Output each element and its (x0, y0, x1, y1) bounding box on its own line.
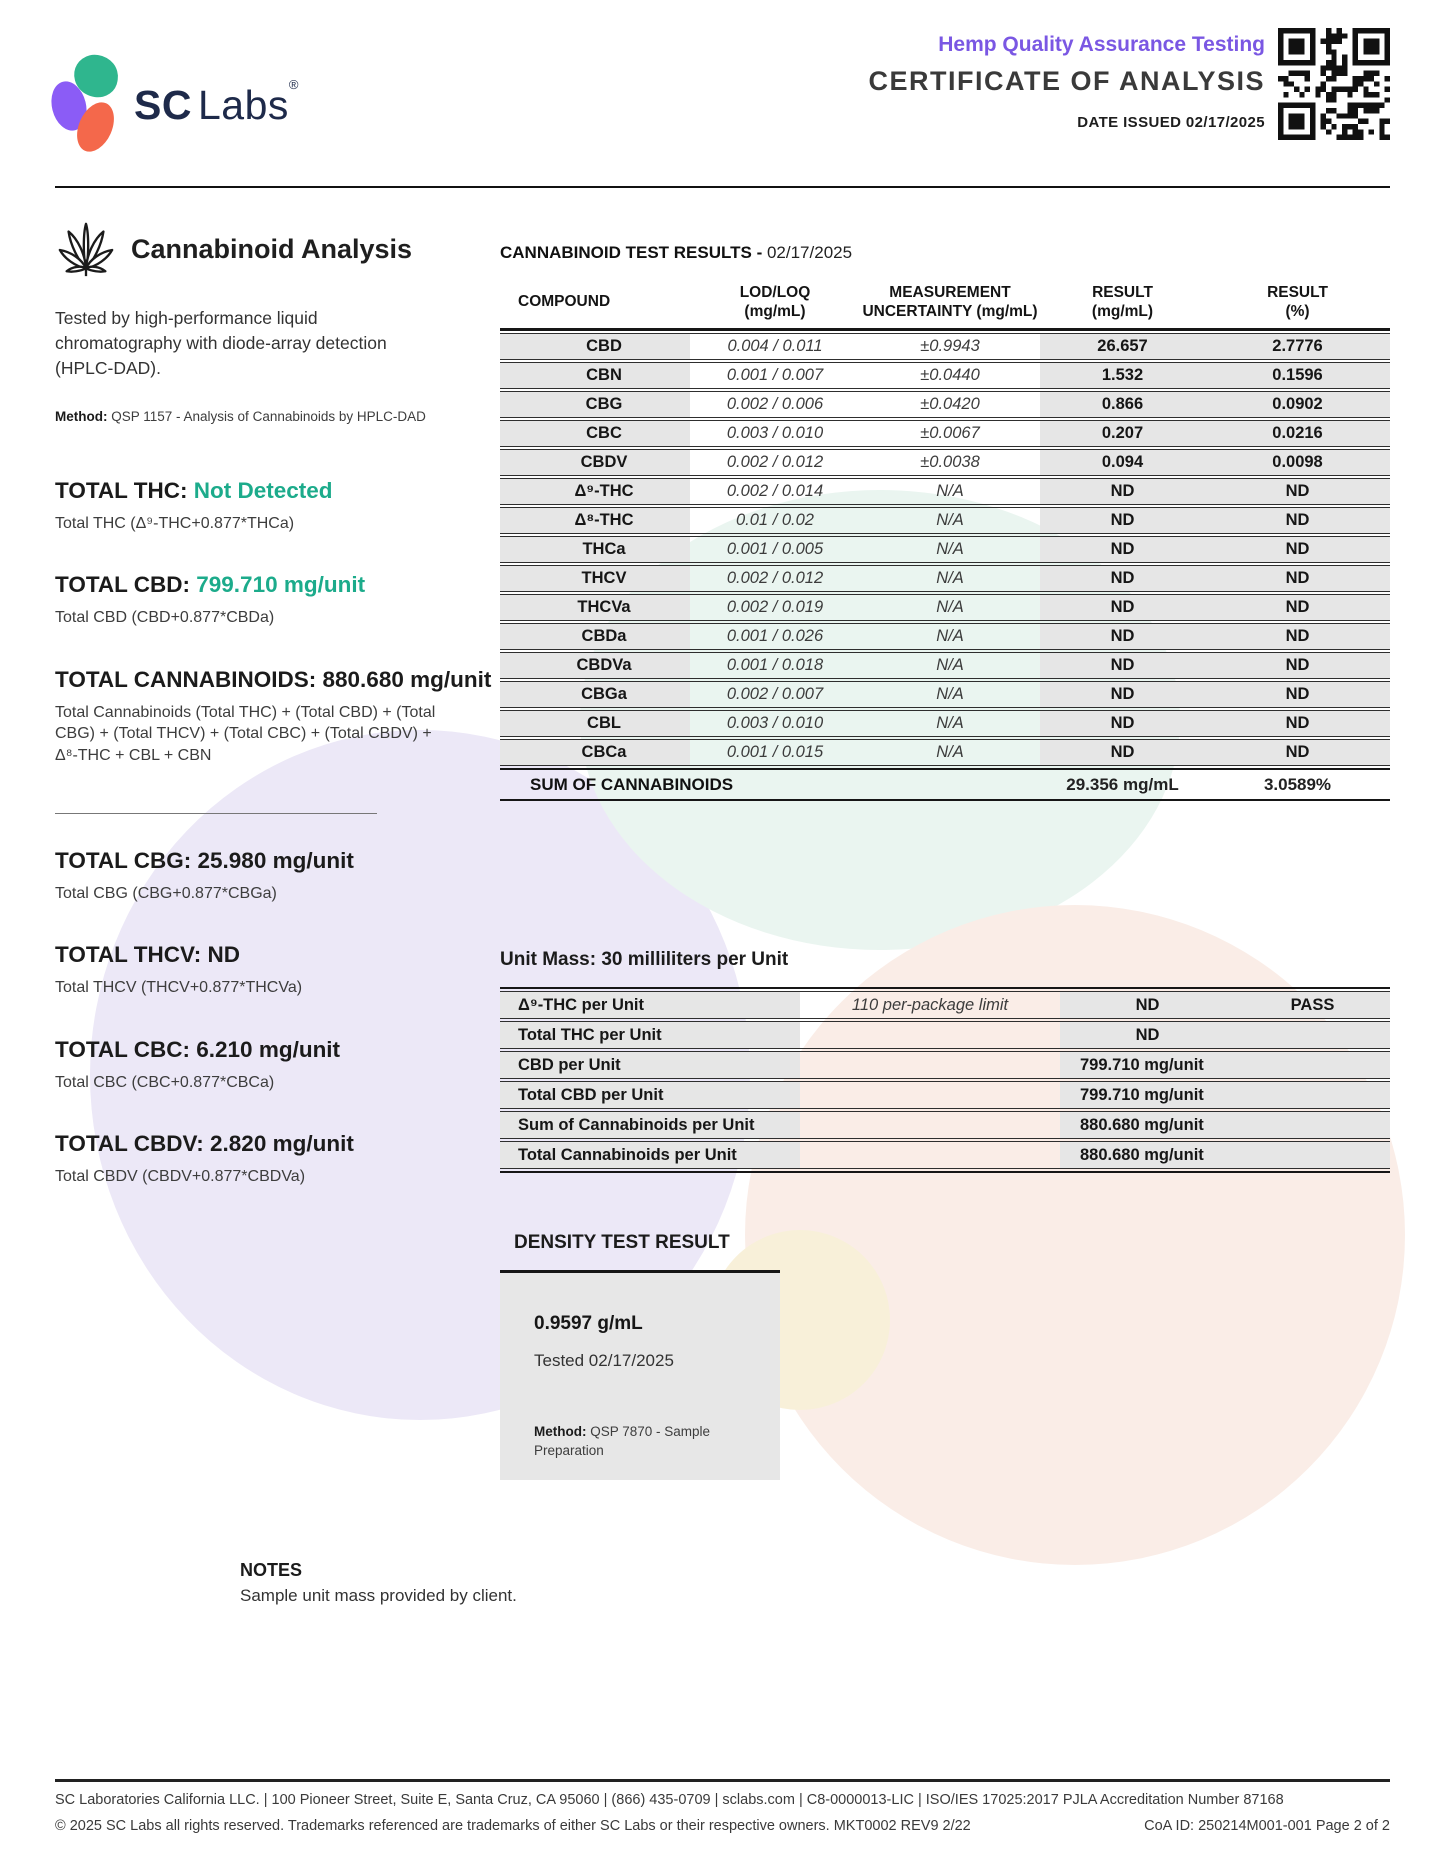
result-mg-cell: ND (1040, 739, 1205, 766)
unit-row-label: Total CBD per Unit (500, 1081, 800, 1109)
unit-row-label: Total THC per Unit (500, 1021, 800, 1049)
result-pct-cell: 0.0098 (1205, 449, 1390, 476)
unit-row-label: Total Cannabinoids per Unit (500, 1141, 800, 1169)
notes-section (240, 1560, 517, 1606)
total-cannabinoids-value: 880.680 mg/unit (322, 666, 492, 692)
result-mg-cell: ND (1040, 594, 1205, 621)
unit-row-result (1060, 1051, 1390, 1079)
table-row (500, 536, 1390, 563)
uncertainty-cell: N/A (860, 478, 1040, 505)
compound-cell: THCa (500, 536, 690, 563)
total-cbd-summary (55, 572, 455, 629)
compound-cell: CBN (500, 362, 690, 389)
total-cbg-summary (55, 848, 455, 905)
lod-loq-cell: 0.002 / 0.012 (690, 449, 860, 476)
result-mg-cell: ND (1040, 681, 1205, 708)
density-method: Method: QSP 7870 - Sample Preparation (534, 1424, 711, 1458)
uncertainty-cell: ±0.9943 (860, 333, 1040, 360)
compound-cell: Δ⁸-THC (500, 507, 690, 534)
uncertainty-cell: N/A (860, 710, 1040, 737)
uncertainty-cell: ±0.0440 (860, 362, 1040, 389)
analysis-method: Method: QSP 1157 - Analysis of Cannabinoids by HPLC-DAD (55, 408, 426, 424)
document-title: CERTIFICATE OF ANALYSIS (868, 66, 1265, 96)
unit-row-limit (800, 1051, 1060, 1079)
total-thcv-value: ND (207, 942, 241, 968)
notes-title: NOTES (240, 1560, 303, 1580)
lod-loq-cell: 0.01 / 0.02 (690, 507, 860, 534)
footer-address-line: SC Laboratories California LLC. | 100 Pioneer Street, Suite E, Santa Cruz, CA 95060 | (866) 435-0709 | sclabs.com | C8-0000013-LIC | ISO/IES 17025:2017 PJLA Accreditation Number 87168 (55, 1792, 1284, 1808)
unit-mass-section (500, 949, 1390, 1173)
unit-pass-badge: PASS (1290, 995, 1335, 1014)
column-header-result-pct: RESULT (%) (1267, 284, 1328, 320)
results-table-title: CANNABINOID TEST RESULTS - 02/17/2025 (500, 243, 853, 262)
table-row (500, 362, 1390, 389)
unit-result-value: 880.680 mg/unit (1080, 1145, 1204, 1164)
total-cbc-summary (55, 1037, 455, 1094)
unit-mass-row (500, 1141, 1390, 1169)
uncertainty-cell: ±0.0420 (860, 391, 1040, 418)
unit-row-label: Δ⁹-THC per Unit (500, 991, 800, 1019)
total-cbd-label: TOTAL CBD: (55, 572, 190, 598)
total-cbg-label: TOTAL CBG: (55, 847, 192, 873)
cannabinoid-analysis-panel (55, 218, 492, 1226)
unit-row-limit (800, 1141, 1060, 1169)
compound-cell: CBG (500, 391, 690, 418)
unit-row-limit (800, 1081, 1060, 1109)
total-cbc-value: 6.210 mg/unit (196, 1036, 341, 1062)
total-thcv-formula: Total THCV (THCV+0.877*THCVa) (55, 979, 303, 997)
lod-loq-cell: 0.002 / 0.019 (690, 594, 860, 621)
unit-result-value: ND (1135, 995, 1160, 1014)
result-pct-cell: 0.1596 (1205, 362, 1390, 389)
total-cbc-formula: Total CBC (CBC+0.877*CBCa) (55, 1073, 275, 1091)
unit-row-result (1060, 1081, 1390, 1109)
total-thcv-summary (55, 942, 455, 999)
compound-cell: CBC (500, 420, 690, 447)
sum-label: SUM OF CANNABINOIDS (530, 774, 734, 794)
column-header-uncertainty: MEASUREMENT UNCERTAINTY (mg/mL) (862, 284, 1038, 320)
logo-wordmark: SC Labs® (134, 77, 299, 128)
results-table-body (500, 333, 1390, 766)
result-pct-cell: ND (1205, 681, 1390, 708)
density-value: 0.9597 g/mL (534, 1313, 643, 1334)
lod-loq-cell: 0.001 / 0.007 (690, 362, 860, 389)
unit-row-result (1060, 1021, 1390, 1049)
result-mg-cell: ND (1040, 710, 1205, 737)
total-thcv-label: TOTAL THCV: (55, 942, 202, 968)
result-mg-cell: ND (1040, 478, 1205, 505)
unit-mass-row (500, 1111, 1390, 1139)
lod-loq-cell: 0.001 / 0.015 (690, 739, 860, 766)
footer-coa-id: CoA ID: 250214M001-001 Page 2 of 2 (1144, 1818, 1390, 1834)
density-test-title: DENSITY TEST RESULT (514, 1232, 730, 1253)
unit-mass-row (500, 1021, 1390, 1049)
total-cbdv-value: 2.820 mg/unit (210, 1131, 354, 1157)
total-cbg-value: 25.980 mg/unit (197, 847, 354, 873)
total-thc-value: Not Detected (193, 477, 333, 503)
density-tested-date: Tested 02/17/2025 (534, 1351, 674, 1370)
date-issued: DATE ISSUED 02/17/2025 (1077, 114, 1265, 131)
result-mg-cell: ND (1040, 623, 1205, 650)
table-row (500, 652, 1390, 679)
compound-cell: CBCa (500, 739, 690, 766)
compound-cell: CBDV (500, 449, 690, 476)
unit-row-result (1060, 991, 1390, 1019)
table-row (500, 710, 1390, 737)
table-row (500, 594, 1390, 621)
total-cbd-formula: Total CBD (CBD+0.877*CBDa) (55, 609, 275, 627)
result-mg-cell: ND (1040, 565, 1205, 592)
notes-body: Sample unit mass provided by client. (240, 1586, 517, 1605)
uncertainty-cell: ±0.0038 (860, 449, 1040, 476)
compound-cell: THCVa (500, 594, 690, 621)
table-row (500, 623, 1390, 650)
total-cbd-value: 799.710 mg/unit (196, 572, 366, 598)
uncertainty-cell: ±0.0067 (860, 420, 1040, 447)
document-header (868, 33, 1265, 131)
uncertainty-cell: N/A (860, 681, 1040, 708)
uncertainty-cell: N/A (860, 536, 1040, 563)
density-test-section (500, 1232, 800, 1480)
sum-mg-value: 29.356 mg/mL (1066, 774, 1179, 794)
compound-cell: CBGa (500, 681, 690, 708)
compound-cell: Δ⁹-THC (500, 478, 690, 505)
result-pct-cell: 2.7776 (1205, 333, 1390, 360)
left-column-divider (55, 813, 377, 814)
sc-labs-logo-icon (52, 55, 116, 151)
total-cbg-formula: Total CBG (CBG+0.877*CBGa) (55, 884, 277, 902)
unit-mass-title: Unit Mass: 30 milliliters per Unit (500, 949, 789, 970)
uncertainty-cell: N/A (860, 652, 1040, 679)
total-cannabinoids-label: TOTAL CANNABINOIDS: (55, 666, 317, 692)
result-pct-cell: 0.0902 (1205, 391, 1390, 418)
unit-row-limit (800, 1111, 1060, 1139)
unit-result-value: 799.710 mg/unit (1080, 1085, 1204, 1104)
uncertainty-cell: N/A (860, 623, 1040, 650)
unit-row-label: Sum of Cannabinoids per Unit (500, 1111, 800, 1139)
unit-result-value: 799.710 mg/unit (1080, 1055, 1204, 1074)
table-row (500, 565, 1390, 592)
total-thc-formula: Total THC (Δ⁹-THC+0.877*THCa) (55, 514, 295, 532)
unit-mass-row (500, 991, 1390, 1019)
column-header-result-mg: RESULT (mg/mL) (1091, 284, 1154, 320)
table-row (500, 681, 1390, 708)
compound-cell: THCV (500, 565, 690, 592)
result-pct-cell: ND (1205, 623, 1390, 650)
total-cbdv-summary (55, 1131, 455, 1188)
total-cannabinoids-summary (55, 666, 492, 767)
cannabis-leaf-icon (55, 218, 117, 280)
total-cbdv-label: TOTAL CBDV: (55, 1131, 204, 1157)
sc-labs-logo (52, 55, 299, 151)
qr-code (1278, 28, 1390, 140)
uncertainty-cell: N/A (860, 594, 1040, 621)
uncertainty-cell: N/A (860, 507, 1040, 534)
result-mg-cell: ND (1040, 507, 1205, 534)
table-row (500, 449, 1390, 476)
result-pct-cell: ND (1205, 594, 1390, 621)
total-thc-summary (55, 478, 455, 535)
header-divider (55, 186, 1390, 188)
result-pct-cell: ND (1205, 478, 1390, 505)
unit-row-limit: 110 per-package limit (800, 991, 1060, 1019)
lod-loq-cell: 0.002 / 0.006 (690, 391, 860, 418)
footer-divider (55, 1779, 1390, 1782)
unit-mass-table (500, 987, 1390, 1173)
compound-cell: CBD (500, 333, 690, 360)
compound-cell: CBL (500, 710, 690, 737)
table-row (500, 478, 1390, 505)
table-row (500, 391, 1390, 418)
registered-mark: ® (288, 77, 299, 92)
density-result-box (500, 1270, 780, 1480)
unit-mass-row (500, 1051, 1390, 1079)
cannabinoid-results-table (500, 283, 1390, 801)
uncertainty-cell: N/A (860, 739, 1040, 766)
results-panel (500, 243, 1390, 1173)
unit-mass-row (500, 1081, 1390, 1109)
lod-loq-cell: 0.002 / 0.007 (690, 681, 860, 708)
result-mg-cell: ND (1040, 652, 1205, 679)
sum-pct-value: 3.0589% (1263, 774, 1332, 794)
lod-loq-cell: 0.003 / 0.010 (690, 710, 860, 737)
total-cbc-label: TOTAL CBC: (55, 1036, 190, 1062)
unit-row-limit (800, 1021, 1060, 1049)
analysis-description: Tested by high-performance liquid chromatography with diode-array detection (HPLC-DAD). (55, 308, 387, 378)
uncertainty-cell: N/A (860, 565, 1040, 592)
lod-loq-cell: 0.001 / 0.005 (690, 536, 860, 563)
table-row (500, 420, 1390, 447)
result-pct-cell: 0.0216 (1205, 420, 1390, 447)
lod-loq-cell: 0.001 / 0.018 (690, 652, 860, 679)
compound-cell: CBDa (500, 623, 690, 650)
table-row (500, 333, 1390, 360)
total-thc-label: TOTAL THC: (55, 477, 188, 503)
result-mg-cell: 0.094 (1040, 449, 1205, 476)
result-pct-cell: ND (1205, 652, 1390, 679)
lod-loq-cell: 0.001 / 0.026 (690, 623, 860, 650)
sum-of-cannabinoids-row (500, 768, 1390, 801)
column-header-lod-loq: LOD/LOQ (mg/mL) (739, 284, 811, 320)
table-row (500, 507, 1390, 534)
result-pct-cell: ND (1205, 536, 1390, 563)
total-cbdv-formula: Total CBDV (CBDV+0.877*CBDVa) (55, 1168, 306, 1186)
result-mg-cell: ND (1040, 536, 1205, 563)
section-title: Cannabinoid Analysis (131, 233, 413, 264)
total-cannabinoids-formula: Total Cannabinoids (Total THC) + (Total CBD) + (Total CBG) + (Total THCV) + (Total CBC) + (Total CBDV) + Δ⁸-THC + CBL + CBN (55, 703, 436, 764)
unit-row-result (1060, 1111, 1390, 1139)
program-name: Hemp Quality Assurance Testing (938, 33, 1265, 56)
lod-loq-cell: 0.003 / 0.010 (690, 420, 860, 447)
table-row (500, 739, 1390, 766)
unit-row-label: CBD per Unit (500, 1051, 800, 1079)
results-table-header (500, 283, 1390, 331)
unit-row-result (1060, 1141, 1390, 1169)
lod-loq-cell: 0.002 / 0.012 (690, 565, 860, 592)
result-mg-cell: 26.657 (1040, 333, 1205, 360)
result-pct-cell: ND (1205, 710, 1390, 737)
column-header-compound: COMPOUND (518, 292, 611, 310)
result-pct-cell: ND (1205, 565, 1390, 592)
unit-result-value: 880.680 mg/unit (1080, 1115, 1204, 1134)
footer-legal-line (55, 1818, 1390, 1834)
footer-copyright: © 2025 SC Labs all rights reserved. Trademarks referenced are trademarks of either SC Labs or their respective owners. MKT0002 REV9 2/22 (55, 1818, 971, 1834)
result-pct-cell: ND (1205, 507, 1390, 534)
lod-loq-cell: 0.004 / 0.011 (690, 333, 860, 360)
result-mg-cell: 0.866 (1040, 391, 1205, 418)
result-pct-cell: ND (1205, 739, 1390, 766)
compound-cell: CBDVa (500, 652, 690, 679)
result-mg-cell: 1.532 (1040, 362, 1205, 389)
unit-result-value: ND (1135, 1025, 1160, 1044)
result-mg-cell: 0.207 (1040, 420, 1205, 447)
lod-loq-cell: 0.002 / 0.014 (690, 478, 860, 505)
